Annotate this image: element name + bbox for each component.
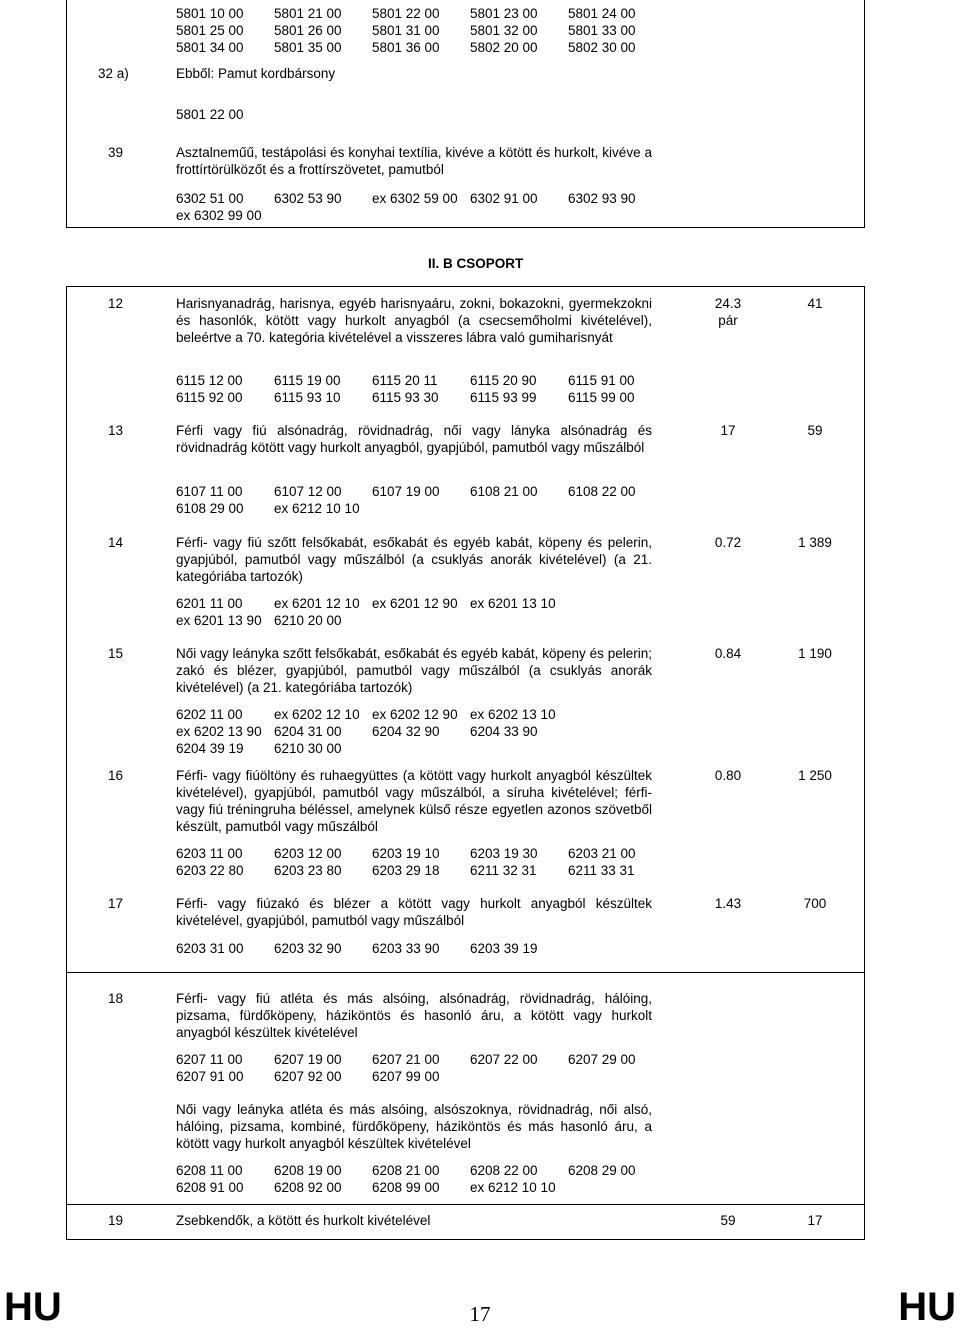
tariff-code: ex 6302 59 00 xyxy=(372,191,458,206)
tariff-code: 6204 39 19 xyxy=(176,741,244,756)
weight-value: 1 389 xyxy=(798,535,832,550)
category-description: Férfi- vagy fiúzakó és blézer a kötött vagy hurkolt anyagból készültek kivételével, gyapjúból, pamutból vagy műszálból xyxy=(176,896,652,928)
category-number: 14 xyxy=(108,535,124,550)
code-row xyxy=(176,940,568,957)
tariff-code: 6302 53 90 xyxy=(274,191,342,206)
tariff-code: 6208 92 00 xyxy=(274,1180,342,1195)
tariff-code: 6302 51 00 xyxy=(176,191,244,206)
tariff-code: 6107 19 00 xyxy=(372,484,440,499)
code-row xyxy=(176,190,666,207)
category-number: 32 a) xyxy=(98,66,129,81)
tariff-code: 6115 92 00 xyxy=(176,390,243,405)
tariff-code: 5801 34 00 xyxy=(176,40,244,55)
tariff-code: 6203 19 10 xyxy=(372,846,440,861)
category-description: Férfi- vagy fiúöltöny és ruhaegyüttes (a kötött vagy hurkolt anyagból készültek kivételével), gyapjúból, pamutból vagy műszálból, a síruha kivételével; férfi- vagy fiú tréningruha béléssel, amelynek külső része egyetlen azonos szövetből készült, pamutból vagy műszálból xyxy=(176,768,652,834)
footer-language-right: HU xyxy=(898,1285,956,1329)
category-number: 19 xyxy=(108,1213,124,1228)
tariff-code: 6203 11 00 xyxy=(176,846,243,861)
tariff-code: 6203 22 80 xyxy=(176,863,244,878)
tariff-code: 6207 99 00 xyxy=(372,1069,440,1084)
row-separator xyxy=(66,972,865,973)
tariff-code: 6208 99 00 xyxy=(372,1180,440,1195)
tariff-code: 5801 33 00 xyxy=(568,23,636,38)
tariff-code: 6207 29 00 xyxy=(568,1052,636,1067)
tariff-code: 6204 33 90 xyxy=(470,724,538,739)
code-block xyxy=(176,845,666,879)
tariff-code: 5801 22 00 xyxy=(176,107,244,122)
tariff-code: 6203 31 00 xyxy=(176,941,244,956)
category-number: 16 xyxy=(108,768,124,783)
code-row xyxy=(176,500,666,517)
tariff-code: 6203 12 00 xyxy=(274,846,342,861)
tariff-code: 6108 22 00 xyxy=(568,484,636,499)
weight-value: 1 250 xyxy=(798,768,832,783)
group-heading: II. B CSOPORT xyxy=(428,256,524,271)
category-number: 39 xyxy=(108,145,124,160)
code-row xyxy=(176,389,666,406)
category-number: 12 xyxy=(108,296,124,311)
tariff-code: 6203 39 19 xyxy=(470,941,538,956)
code-row xyxy=(176,595,568,612)
tariff-code: 6208 29 00 xyxy=(568,1163,636,1178)
code-row xyxy=(176,706,568,723)
category-number: 17 xyxy=(108,896,124,911)
footer-language-left: HU xyxy=(4,1285,62,1329)
tariff-code: ex 6202 12 10 xyxy=(274,707,360,722)
tariff-code: 6208 11 00 xyxy=(176,1163,243,1178)
code-block xyxy=(176,190,666,224)
tariff-code: ex 6212 10 10 xyxy=(470,1180,556,1195)
table-border-top xyxy=(66,286,865,287)
code-block xyxy=(176,1051,666,1085)
code-block xyxy=(176,483,666,517)
tariff-code: 6210 30 00 xyxy=(274,741,342,756)
table-border-bottom xyxy=(66,227,865,228)
tariff-code: 6115 99 00 xyxy=(568,390,635,405)
category-description: Férfi- vagy fiú szőtt felsőkabát, esőkabát és egyéb kabát, köpeny és pelerin, gyapjúból, pamutból vagy műszálból (a csuklyás anorák kivételével) (a 21. kategóriába tartozók) xyxy=(176,535,652,584)
tariff-code: 5802 20 00 xyxy=(470,40,538,55)
conversion-factor: 59 xyxy=(720,1213,736,1228)
weight-value: 1 190 xyxy=(798,646,832,661)
tariff-code: 6203 29 18 xyxy=(372,863,440,878)
conversion-factor: 24.3 xyxy=(714,296,742,311)
tariff-code: ex 6201 13 90 xyxy=(176,613,262,628)
tariff-code: 6202 11 00 xyxy=(176,707,243,722)
tariff-code: 6302 91 00 xyxy=(470,191,538,206)
conversion-factor: 0.84 xyxy=(714,646,742,661)
tariff-code: 6203 21 00 xyxy=(568,846,636,861)
conversion-factor: 1.43 xyxy=(714,896,742,911)
tariff-code: 5801 35 00 xyxy=(274,40,342,55)
code-row xyxy=(176,1162,666,1179)
conversion-factor: 0.72 xyxy=(714,535,742,550)
tariff-code: 6208 22 00 xyxy=(470,1163,538,1178)
table-border-left xyxy=(66,0,67,228)
conversion-unit: pár xyxy=(718,313,738,328)
category-description: Női vagy leányka szőtt felsőkabát, esőkabát és egyéb kabát, köpeny és pelerin; zakó és blézer, gyapjúból, pamutból vagy műszálból (a csuklyás anorák kivételével) (a 21. kategóriába tartozók) xyxy=(176,646,652,695)
category-description: Harisnyanadrág, harisnya, egyéb harisnyaáru, zokni, bokazokni, gyermekzokni és hasonlók, kötött vagy hurkolt anyagból (a csecsemőholmi kivételével), beleértve a 70. kategória kivételével a visszeres lábra való gumiharisnyát xyxy=(176,296,652,345)
code-block xyxy=(176,372,666,406)
tariff-code: 5802 30 00 xyxy=(568,40,636,55)
code-row xyxy=(176,740,568,757)
tariff-code: 6107 11 00 xyxy=(176,484,243,499)
tariff-code: 6302 93 90 xyxy=(568,191,636,206)
category-number: 13 xyxy=(108,423,124,438)
tariff-code: 6207 92 00 xyxy=(274,1069,342,1084)
category-description: Asztalneműű, testápolási és konyhai textília, kivéve a kötött és hurkolt, kivéve a frottírtörülközőt és a frottírszövetet, pamutból xyxy=(176,145,652,177)
tariff-code: 6207 19 00 xyxy=(274,1052,342,1067)
tariff-code: 6208 91 00 xyxy=(176,1180,244,1195)
tariff-code: 6115 20 11 xyxy=(372,373,438,388)
tariff-code: 6115 93 30 xyxy=(372,390,439,405)
tariff-code: ex 6201 12 90 xyxy=(372,596,458,611)
tariff-code: 6208 21 00 xyxy=(372,1163,440,1178)
code-block xyxy=(176,940,568,957)
tariff-code: ex 6201 12 10 xyxy=(274,596,360,611)
tariff-code: 5801 32 00 xyxy=(470,23,538,38)
tariff-code: 6115 20 90 xyxy=(470,373,537,388)
code-block xyxy=(176,1162,666,1196)
tariff-code: 5801 25 00 xyxy=(176,23,244,38)
tariff-code: 6207 91 00 xyxy=(176,1069,244,1084)
code-row xyxy=(176,483,666,500)
tariff-code: 6115 93 10 xyxy=(274,390,341,405)
table-border-right xyxy=(864,0,865,228)
weight-value: 700 xyxy=(803,896,827,911)
category-number: 18 xyxy=(108,991,124,1006)
tariff-code: 6210 20 00 xyxy=(274,613,342,628)
code-row xyxy=(176,22,666,39)
tariff-code: ex 6202 13 90 xyxy=(176,724,262,739)
code-row xyxy=(176,372,666,389)
code-row xyxy=(176,723,568,740)
top-code-block xyxy=(176,5,666,56)
code-row xyxy=(176,1051,666,1068)
tariff-code: 6207 21 00 xyxy=(372,1052,440,1067)
tariff-code: 6108 29 00 xyxy=(176,501,244,516)
tariff-code: ex 6302 99 00 xyxy=(176,208,262,223)
category-number: 15 xyxy=(108,646,124,661)
row-separator xyxy=(66,1204,865,1205)
table-border-bottom xyxy=(66,1239,865,1240)
table-border-right xyxy=(864,286,865,1240)
page-number: 17 xyxy=(469,1302,491,1326)
tariff-code: 6211 32 31 xyxy=(470,863,537,878)
tariff-code: 6204 32 90 xyxy=(372,724,440,739)
tariff-code: 6203 23 80 xyxy=(274,863,342,878)
code-row xyxy=(176,612,568,629)
tariff-code: 5801 10 00 xyxy=(176,6,244,21)
code-block xyxy=(176,706,568,757)
tariff-code: ex 6201 13 10 xyxy=(470,596,556,611)
conversion-factor: 0.80 xyxy=(714,768,742,783)
tariff-code: 5801 22 00 xyxy=(372,6,440,21)
code-row xyxy=(176,1068,666,1085)
tariff-code: 6107 12 00 xyxy=(274,484,342,499)
code-row xyxy=(176,207,666,224)
tariff-code: 5801 21 00 xyxy=(274,6,342,21)
tariff-code: 5801 26 00 xyxy=(274,23,342,38)
tariff-code: 6204 31 00 xyxy=(274,724,342,739)
tariff-code: 6207 22 00 xyxy=(470,1052,538,1067)
tariff-code: 5801 31 00 xyxy=(372,23,440,38)
tariff-code: 5801 23 00 xyxy=(470,6,538,21)
tariff-code: 6115 19 00 xyxy=(274,373,341,388)
table-border-left xyxy=(66,286,67,1240)
code-row xyxy=(176,39,666,56)
conversion-factor: 17 xyxy=(720,423,736,438)
tariff-code: 5801 36 00 xyxy=(372,40,440,55)
tariff-code: ex 6202 12 90 xyxy=(372,707,458,722)
tariff-code: 6211 33 31 xyxy=(568,863,635,878)
tariff-code: 6201 11 00 xyxy=(176,596,243,611)
weight-value: 17 xyxy=(807,1213,823,1228)
code-row xyxy=(176,1179,666,1196)
category-description-secondary: Női vagy leányka atléta és más alsóing, alsószoknya, rövidnadrág, női alsó, hálóing, pizsama, kombiné, fürdőköpeny, háziköntös és más hasonló áru, a kötött vagy hurkolt anyagból készültek kivételével xyxy=(176,1102,652,1151)
code-row xyxy=(176,5,666,22)
tariff-code: 6203 33 90 xyxy=(372,941,440,956)
tariff-code: 6115 93 99 xyxy=(470,390,537,405)
tariff-code: 6207 11 00 xyxy=(176,1052,243,1067)
category-description: Férfi vagy fiú alsónadrág, rövidnadrág, női vagy lányka alsónadrág és rövidnadrág kötött vagy hurkolt anyagból, gyapjúból, pamutból vagy műszálból xyxy=(176,423,652,455)
code-block xyxy=(176,595,568,629)
category-description: Ebből: Pamut kordbársony xyxy=(176,66,336,81)
tariff-code: 6208 19 00 xyxy=(274,1163,342,1178)
tariff-code: 6108 21 00 xyxy=(470,484,538,499)
tariff-code: 6115 91 00 xyxy=(568,373,635,388)
category-description: Zsebkendők, a kötött és hurkolt kivételével xyxy=(176,1213,431,1228)
weight-value: 59 xyxy=(807,423,823,438)
tariff-code: ex 6202 13 10 xyxy=(470,707,556,722)
tariff-code: ex 6212 10 10 xyxy=(274,501,360,516)
tariff-code: 5801 24 00 xyxy=(568,6,636,21)
category-description: Férfi- vagy fiú atléta és más alsóing, alsónadrág, rövidnadrág, hálóing, pizsama, fürdőköpeny, háziköntös és hasonló áru, a kötött vagy hurkolt anyagból készültek kivételével xyxy=(176,991,652,1040)
tariff-code: 6203 32 90 xyxy=(274,941,342,956)
code-row xyxy=(176,862,666,879)
weight-value: 41 xyxy=(807,296,823,311)
code-row xyxy=(176,845,666,862)
tariff-code: 6115 12 00 xyxy=(176,373,243,388)
tariff-code: 6203 19 30 xyxy=(470,846,538,861)
